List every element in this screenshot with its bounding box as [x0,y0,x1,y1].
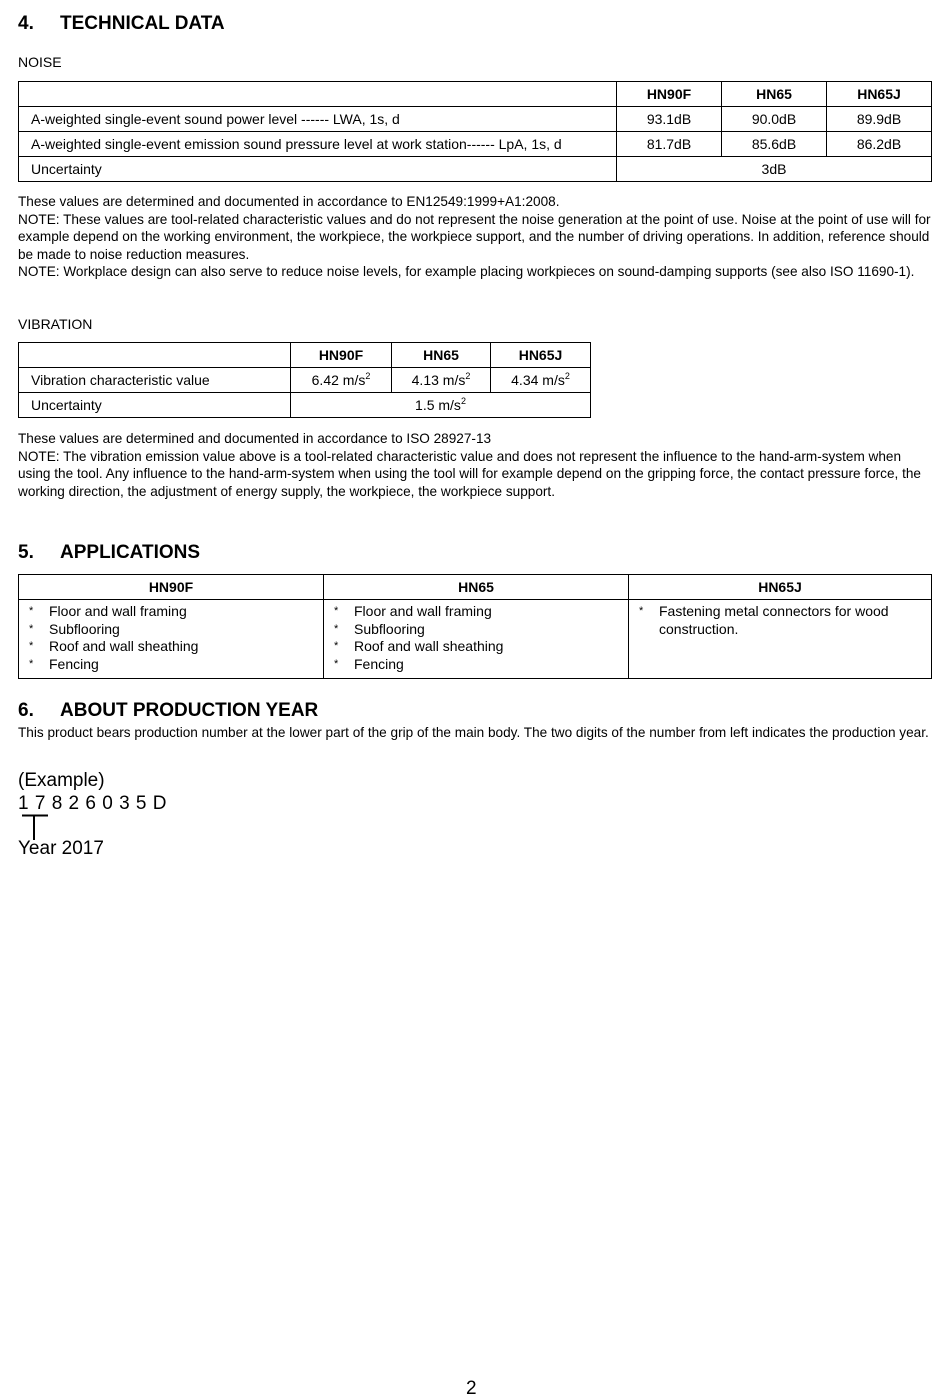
table-header: HN65J [629,575,932,600]
table-header-row [19,82,932,107]
paragraph: NOTE: These values are tool-related characteristic values and do not represent the noise generation at the point of use. Noise at the point of use will for example depend on the working environment, the workpiece, the workpiece support, and the number of driving operations. In addition, reference should be made to noise reduction measures. [18,211,931,262]
application-list [29,603,313,674]
list-item-text: Fastening metal connectors for wood construction. [659,603,889,637]
list-item [29,621,313,639]
application-cell [19,600,324,679]
empty-header-cell [19,343,291,368]
vibration-notes [18,430,932,500]
list-item [29,603,313,621]
example-number: 1 7 8 2 6 0 3 5 D [18,793,167,814]
cell-value: 4.34 m/s [511,372,565,388]
application-list [334,603,618,674]
table-row [19,107,932,132]
table-row [19,600,932,679]
list-item-text: Fencing [354,656,404,673]
list-item-text: Roof and wall sheathing [354,638,504,655]
table-header-row [19,343,591,368]
list-item-text: Roof and wall sheathing [49,638,199,655]
list-item [29,656,313,674]
bullet: * [29,622,34,635]
page-number: 2 [466,1378,477,1399]
table-cell [491,368,591,393]
table-cell: 3dB [617,157,932,182]
table-header: HN65 [722,82,827,107]
row-label: A-weighted single-event sound power level ------ LWA, 1s, d [19,107,617,132]
vibration-table [18,342,591,418]
year-label: Year 2017 [18,838,104,859]
section-number: 4. [18,13,34,34]
list-item [29,638,313,656]
noise-label: NOISE [18,54,62,70]
bullet: * [29,640,34,653]
table-row [19,368,591,393]
row-label: Uncertainty [19,393,291,418]
cell-value: 4.13 m/s [411,372,466,388]
table-header: HN65 [324,575,629,600]
paragraph: NOTE: The vibration emission value above is a tool-related characteristic value and does not represent the influence to the hand-arm-system when using the tool. Any influence to the hand-arm-system when using the tool will for example depend on the gripping force, the contact pressure force, the working direction, the adjustment of energy supply, the workpiece, the workpiece support. [18,448,921,499]
paragraph: These values are determined and documented in accordance to ISO 28927-13 [18,431,492,446]
production-year-text [18,724,932,742]
row-label: Uncertainty [19,157,617,182]
bullet: * [334,605,339,617]
table-cell [291,393,591,418]
section-number: 5. [18,542,34,563]
section-title: ABOUT PRODUCTION YEAR [60,700,319,721]
section-5-heading [18,542,200,564]
table-cell: 86.2dB [827,132,932,157]
section-6-heading [18,700,318,722]
table-header: HN65J [827,82,932,107]
applications-table [18,574,932,679]
list-item [334,603,618,621]
table-cell: 90.0dB [722,107,827,132]
list-item-text: Subflooring [354,620,425,637]
table-cell: 81.7dB [617,132,722,157]
noise-notes [18,193,932,281]
list-item [334,656,618,674]
list-item [334,621,618,639]
application-cell [629,600,932,679]
list-item-text: Floor and wall framing [49,603,187,619]
exponent: 2 [460,396,466,406]
cell-value: 1.5 m/s [415,397,461,413]
list-item [639,603,921,638]
paragraph: This product bears production number at the lower part of the grip of the main body. The two digits of the number from left indicates the production year. [18,725,929,740]
table-header-row [19,575,932,600]
section-title: APPLICATIONS [60,542,201,563]
table-header: HN65J [491,343,591,368]
section-4-heading [18,13,225,35]
list-item-text: Floor and wall framing [354,603,492,619]
table-cell: 93.1dB [617,107,722,132]
bullet: * [334,622,339,635]
noise-table [18,81,932,182]
list-item-text: Fencing [49,656,99,673]
bullet: * [29,658,34,671]
bullet: * [29,605,34,617]
section-number: 6. [18,700,34,721]
bullet: * [334,658,339,671]
table-header: HN90F [617,82,722,107]
table-header: HN65 [392,343,491,368]
table-row [19,157,932,182]
empty-header-cell [19,82,617,107]
table-cell: 85.6dB [722,132,827,157]
table-header: HN90F [19,575,324,600]
list-item-text: Subflooring [49,620,120,637]
table-cell [291,368,392,393]
exponent: 2 [564,371,570,381]
section-title: TECHNICAL DATA [60,13,225,34]
paragraph: These values are determined and documented in accordance to EN12549:1999+A1:2008. [18,194,560,209]
vibration-label: VIBRATION [18,316,93,332]
paragraph: NOTE: Workplace design can also serve to reduce noise levels, for example placing workpieces on sound-damping supports (see also ISO 11690-1). [18,264,915,279]
list-item [334,638,618,656]
application-list [639,603,921,638]
bullet: * [334,640,339,653]
exponent: 2 [465,371,471,381]
example-label: (Example) [18,770,105,791]
exponent: 2 [365,371,371,381]
cell-value: 6.42 m/s [311,372,366,388]
table-row [19,393,591,418]
row-label: A-weighted single-event emission sound pressure level at work station------ LpA, 1s, d [19,132,617,157]
table-cell: 89.9dB [827,107,932,132]
row-label: Vibration characteristic value [19,368,291,393]
bullet: * [639,605,644,617]
table-header: HN90F [291,343,392,368]
table-cell [392,368,491,393]
application-cell [324,600,629,679]
table-row [19,132,932,157]
